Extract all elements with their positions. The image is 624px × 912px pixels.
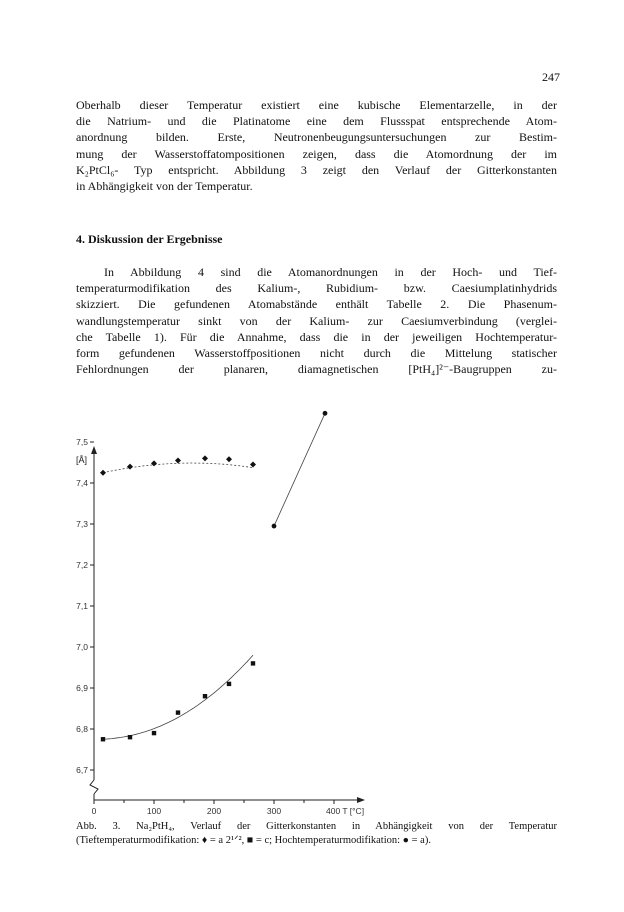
x-tick-label: 0 bbox=[91, 806, 97, 816]
x-tick-label: 200 bbox=[206, 806, 222, 816]
diamond-point bbox=[250, 462, 256, 468]
diamond-point bbox=[100, 470, 106, 476]
y-tick-label: 7,2 bbox=[76, 560, 88, 570]
y-tick-label: 6,9 bbox=[76, 683, 88, 693]
square-point bbox=[128, 735, 132, 739]
y-tick-label: 7,1 bbox=[76, 601, 88, 611]
y-axis-label: [Å] bbox=[76, 455, 88, 465]
text-line: temperaturmodifikation des Kalium-, Rubidium- bzw. Caesiumplatinhydrids bbox=[76, 281, 557, 296]
text-line: che Tabelle 1). Für die Annahme, dass die in der jeweiligen Hochtemperatur- bbox=[76, 329, 557, 344]
text-line: die Natrium- und die Platinatome eine dem Flussspat entsprechende Atom- bbox=[76, 114, 557, 129]
y-tick-label: 6,8 bbox=[76, 724, 88, 734]
x-tick-label: 400 T [°C] bbox=[326, 806, 365, 816]
page-number: 247 bbox=[542, 70, 560, 84]
diamond-point bbox=[175, 457, 181, 463]
diamond-point bbox=[127, 464, 133, 470]
caption-line: Abb. 3. Na₂PtH₄, Verlauf der Gitterkonstanten in Abhängigkeit von der Temperatur bbox=[76, 821, 557, 832]
square-point bbox=[251, 661, 255, 665]
y-axis-break bbox=[90, 780, 98, 794]
square-point bbox=[176, 710, 180, 714]
diamond-point bbox=[202, 455, 208, 461]
text-line: anordnung bilden. Erste, Neutronenbeugungsuntersuchungen zur Bestim- bbox=[76, 130, 557, 145]
text-line: K₂PtCl₆- Typ entspricht. Abbildung 3 zeigt den Verlauf der Gitterkonstanten bbox=[76, 162, 557, 177]
y-tick-label: 7,5 bbox=[76, 437, 88, 447]
square-point bbox=[152, 731, 156, 735]
text-line: Fehlordnungen der planaren, diamagnetischen [PtH₄]²⁻-Baugruppen zu- bbox=[76, 362, 557, 377]
text-line: In Abbildung 4 sind die Atomanordnungen in der Hoch- und Tief- bbox=[104, 265, 557, 279]
circle-point bbox=[272, 524, 277, 529]
text-line: wandlungstemperatur sinkt von der Kalium- zur Caesiumverbindung (verglei- bbox=[76, 313, 557, 328]
text-line: in Abhängigkeit von der Temperatur. bbox=[76, 179, 253, 194]
y-tick-label: 7,0 bbox=[76, 642, 88, 652]
y-axis-arrow bbox=[91, 446, 97, 454]
circle-series-fit bbox=[274, 413, 325, 526]
y-tick-label: 7,3 bbox=[76, 519, 88, 529]
figure-caption bbox=[76, 820, 557, 848]
diamond-series-fit bbox=[103, 463, 253, 473]
x-tick-label: 300 bbox=[266, 806, 282, 816]
x-tick-label: 100 bbox=[146, 806, 162, 816]
square-series-fit bbox=[103, 655, 253, 739]
section-heading: 4. Diskussion der Ergebnisse bbox=[76, 232, 223, 246]
square-point bbox=[203, 694, 207, 698]
diamond-point bbox=[226, 456, 232, 462]
y-tick-label: 7,4 bbox=[76, 478, 88, 488]
circle-point bbox=[323, 411, 328, 416]
x-axis-arrow bbox=[357, 797, 365, 803]
text-line: form gefundenen Wasserstoffpositionen nicht durch die Mittelung statischer bbox=[76, 346, 557, 361]
text-line: skizziert. Die gefundenen Atomabstände enthält Tabelle 2. Die Phasenum- bbox=[76, 297, 557, 312]
square-point bbox=[227, 682, 231, 686]
caption-line: (Tieftemperaturmodifikation: ♦ = a 2¹ᐟ², ■ = c; Hochtemperaturmodifikation: ● = a). bbox=[76, 835, 431, 846]
diamond-point bbox=[151, 460, 157, 466]
square-point bbox=[101, 737, 105, 741]
text-line: mung der Wasserstoffatompositionen zeigen, dass die Atomordnung der im bbox=[76, 146, 557, 161]
y-tick-label: 6,7 bbox=[76, 765, 88, 775]
text-line: Oberhalb dieser Temperatur existiert eine kubische Elementarzelle, in der bbox=[76, 98, 557, 112]
